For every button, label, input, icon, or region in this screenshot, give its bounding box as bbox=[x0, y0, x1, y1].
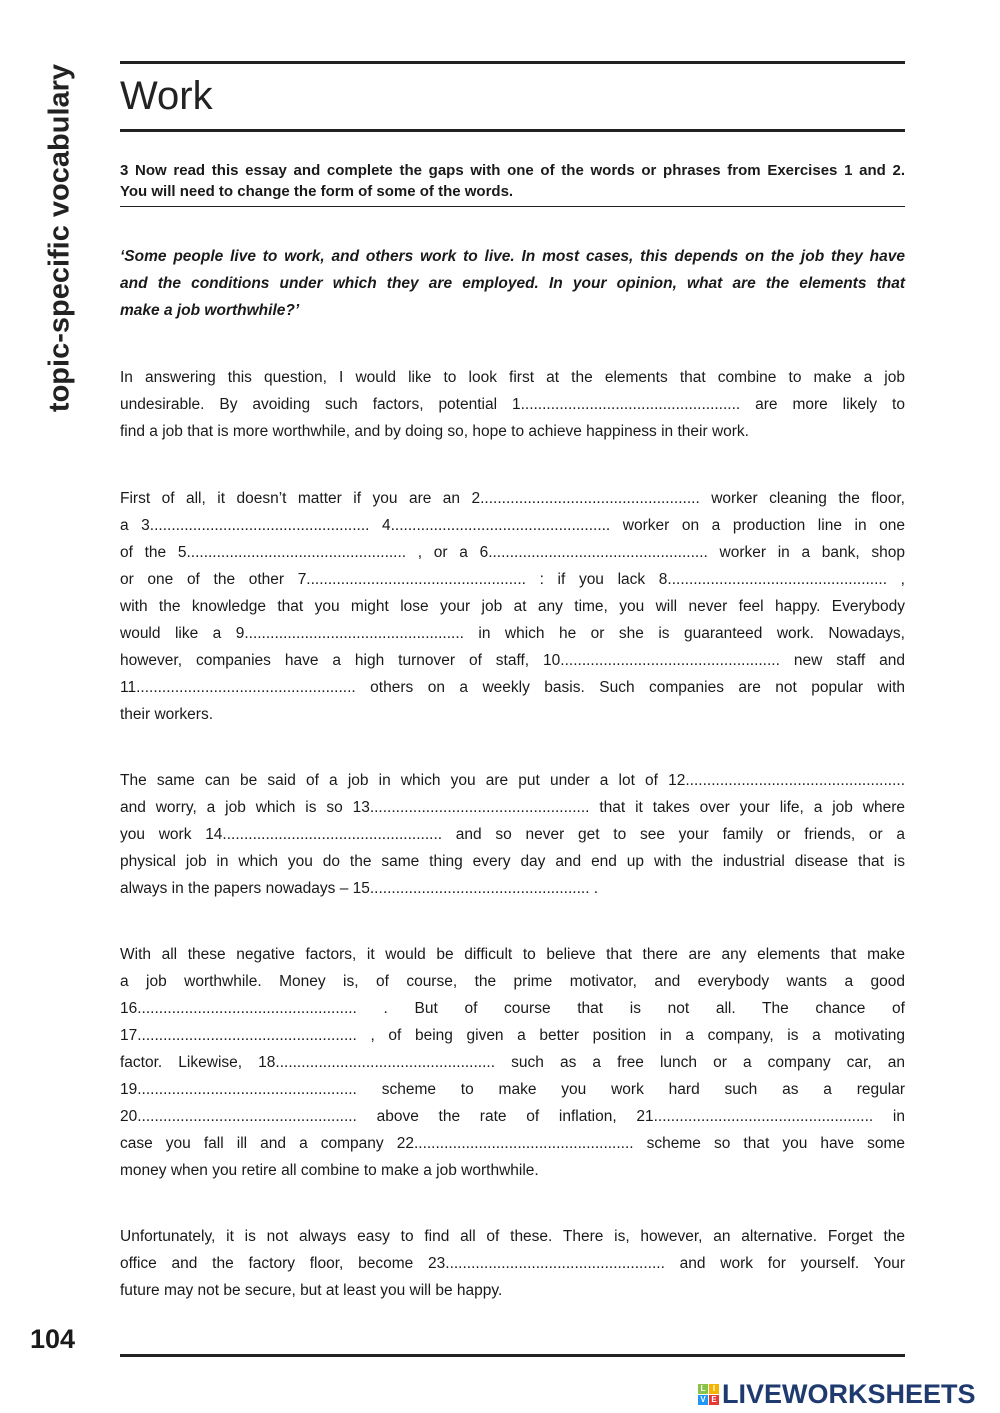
text-line: 19................................................... scheme to make you work hard such as a regular bbox=[120, 1081, 905, 1098]
essay-paragraph bbox=[120, 364, 905, 445]
instruction-line: 3 Now read this essay and complete the gaps with one of the words or phrases from Exercises 1 and 2. bbox=[120, 162, 905, 179]
text-line: would like a 9................................................... in which he or she is guaranteed work. Nowadays, bbox=[120, 625, 905, 642]
instruction-line: You will need to change the form of some of the words. bbox=[120, 183, 514, 200]
page-number: 104 bbox=[30, 1324, 76, 1354]
logo-letter: V bbox=[698, 1395, 708, 1405]
page-title: Work bbox=[120, 74, 213, 118]
text-line: physical job in which you do the same thing every day and end up with the industrial disease that is bbox=[120, 853, 905, 870]
essay-question bbox=[120, 243, 905, 324]
text-line: their workers. bbox=[120, 706, 214, 723]
liveworksheets-logo bbox=[698, 1379, 976, 1410]
title-rule bbox=[120, 129, 905, 132]
text-line: Unfortunately, it is not always easy to find all of these. There is, however, an alternative. Forget the bbox=[120, 1228, 905, 1245]
text-line: undesirable. By avoiding such factors, potential 1................................................... are more likely to bbox=[120, 396, 905, 413]
text-line: always in the papers nowadays – 15................................................... . bbox=[120, 880, 599, 897]
text-line: make a job worthwhile?’ bbox=[120, 302, 300, 319]
text-line: factor. Likewise, 18................................................... such as a free lunch or a company car, an bbox=[120, 1054, 905, 1071]
text-line: With all these negative factors, it would be difficult to believe that there are any elements that make bbox=[120, 946, 905, 963]
text-line: 20................................................... above the rate of inflation, 21................................................... in bbox=[120, 1108, 905, 1125]
text-line: case you fall ill and a company 22................................................... scheme so that you have some bbox=[120, 1135, 905, 1152]
text-line: The same can be said of a job in which you are put under a lot of 12................................................... bbox=[120, 772, 905, 789]
text-line: money when you retire all combine to make a job worthwhile. bbox=[120, 1162, 539, 1179]
text-line: 16................................................... . But of course that is not all. The chance of bbox=[120, 1000, 905, 1017]
text-line: 17................................................... , of being given a better position in a company, is a motivating bbox=[120, 1027, 905, 1044]
instructions bbox=[120, 160, 905, 202]
top-rule bbox=[120, 61, 905, 64]
side-label: topic-specific vocabulary bbox=[43, 63, 76, 413]
instruction-rule bbox=[120, 206, 905, 207]
text-line: of the 5................................................... , or a 6................................................... worker in a bank, shop bbox=[120, 544, 905, 561]
logo-text: LIVEWORKSHEETS bbox=[722, 1379, 976, 1409]
logo-letter: L bbox=[698, 1384, 708, 1394]
text-line: a 3................................................... 4................................................... worker on a production line in one bbox=[120, 517, 905, 534]
text-line: however, companies have a high turnover of staff, 10................................................... new staff and bbox=[120, 652, 905, 669]
essay-paragraph bbox=[120, 1223, 905, 1304]
text-line: a job worthwhile. Money is, of course, the prime motivator, and everybody wants a good bbox=[120, 973, 905, 990]
text-line: with the knowledge that you might lose your job at any time, you will never feel happy. Everybody bbox=[120, 598, 905, 615]
bottom-rule bbox=[120, 1354, 905, 1357]
essay-paragraph bbox=[120, 485, 905, 728]
text-line: and the conditions under which they are employed. In your opinion, what are the elements that bbox=[120, 275, 905, 292]
logo-letter: I bbox=[709, 1384, 719, 1394]
text-line: 11................................................... others on a weekly basis. Such companies are not popular with bbox=[120, 679, 905, 696]
text-line: find a job that is more worthwhile, and by doing so, hope to achieve happiness in their work. bbox=[120, 423, 749, 440]
logo-letter: E bbox=[709, 1395, 719, 1405]
logo-icon bbox=[698, 1384, 719, 1405]
text-line: you work 14................................................... and so never get to see your family or friends, or a bbox=[120, 826, 905, 843]
text-line: office and the factory floor, become 23................................................... and work for yourself. Your bbox=[120, 1255, 905, 1272]
essay-paragraph bbox=[120, 941, 905, 1184]
text-line: ‘Some people live to work, and others work to live. In most cases, this depends on the job they have bbox=[120, 248, 905, 265]
text-line: and worry, a job which is so 13................................................... that it takes over your life, a job where bbox=[120, 799, 905, 816]
text-line: First of all, it doesn’t matter if you are an 2................................................... worker cleaning the floor, bbox=[120, 490, 905, 507]
essay-paragraph bbox=[120, 767, 905, 902]
text-line: future may not be secure, but at least you will be happy. bbox=[120, 1282, 503, 1299]
text-line: or one of the other 7................................................... : if you lack 8................................................... , bbox=[120, 571, 905, 588]
text-line: In answering this question, I would like to look first at the elements that combine to make a job bbox=[120, 369, 905, 386]
